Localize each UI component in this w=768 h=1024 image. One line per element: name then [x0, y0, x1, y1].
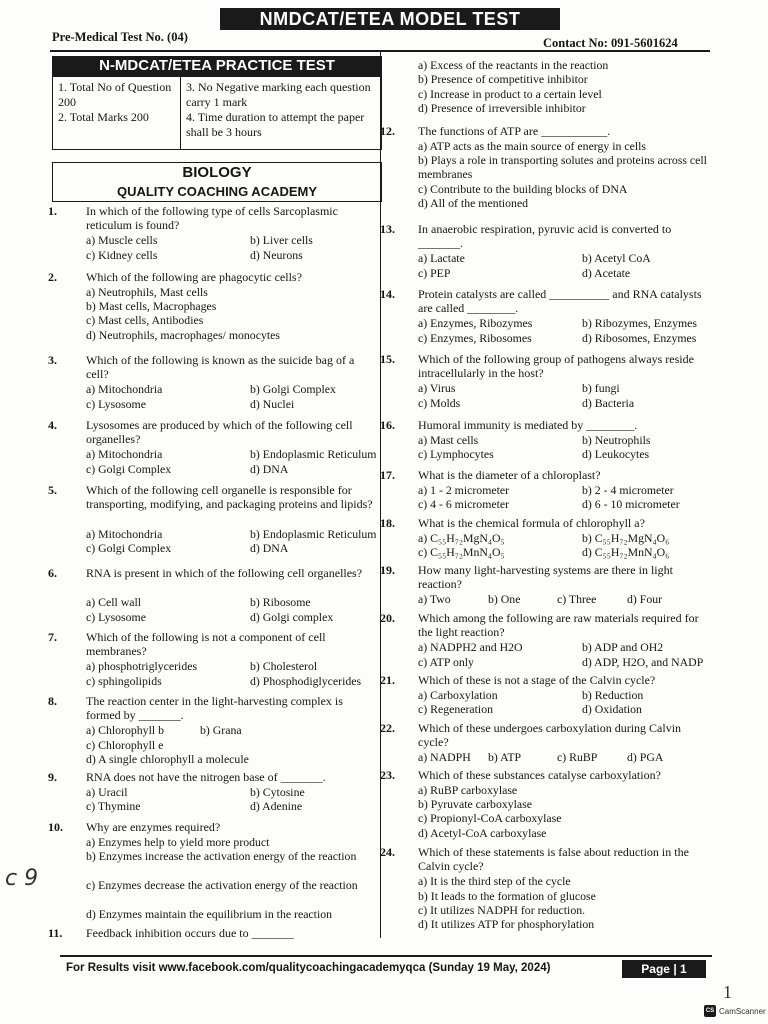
- question-number: 16.: [380, 418, 395, 432]
- question-number: 22.: [380, 721, 395, 735]
- option: d) PGA: [627, 750, 664, 765]
- question: [48, 483, 378, 512]
- question: [380, 611, 710, 640]
- question-text: Which among the following are raw materials required for the light reaction?: [418, 611, 699, 640]
- option: c) Regeneration: [418, 702, 494, 716]
- question-text: In anaerobic respiration, pyruvic acid is converted to _______.: [418, 222, 672, 251]
- question-text: What is the chemical formula of chlorophyll a?: [418, 516, 645, 530]
- question: [48, 694, 378, 723]
- question-number: 9.: [48, 770, 57, 784]
- option: a) Mitochondria: [86, 526, 163, 541]
- option: b) Cytosine: [250, 784, 305, 799]
- subject-box: [52, 162, 382, 202]
- option: c) Lysosome: [86, 609, 146, 624]
- option: b) One: [488, 592, 521, 607]
- question-text: Which of these substances catalyse carboxylation?: [418, 768, 661, 782]
- option: c) Lymphocytes: [418, 447, 494, 461]
- question: [48, 418, 378, 447]
- option: d) Neutrophils, macrophages/ monocytes: [86, 327, 280, 342]
- option: a) NADPH: [418, 750, 471, 765]
- option: d) 6 - 10 micrometer: [582, 497, 680, 511]
- info-item: 1. Total No of Question 200: [58, 80, 172, 109]
- option: b) Ribosome: [250, 595, 311, 610]
- option: d) Presence of irreversible inhibitor: [418, 101, 586, 116]
- question: [48, 630, 378, 659]
- question-text: Feedback inhibition occurs due to _______: [86, 926, 294, 940]
- question-text: In which of the following type of cells Sarcoplasmic reticulum is found?: [86, 204, 338, 233]
- question-number: 2.: [48, 270, 57, 284]
- option: b) C₅₅H₇₂MgN₄O₆: [582, 530, 670, 545]
- question-number: 15.: [380, 352, 395, 366]
- option: d) It utilizes ATP for phosphorylation: [418, 917, 595, 932]
- option: b) fungi: [582, 381, 620, 396]
- option: d) All of the mentioned: [418, 196, 529, 211]
- option: b) Pyruvate carboxylase: [418, 797, 532, 811]
- option: d) Leukocytes: [582, 447, 650, 461]
- option: a) Muscle cells: [86, 233, 158, 248]
- scanner-label: CamScanner: [719, 1006, 766, 1016]
- question-text: Which of the following are phagocytic cells?: [86, 270, 302, 284]
- question-text: The reaction center in the light-harvesting complex is formed by _______.: [86, 694, 343, 723]
- question-text: RNA is present in which of the following cell organelles?: [86, 566, 363, 580]
- question: [48, 926, 378, 940]
- option: c) ATP only: [418, 654, 474, 669]
- option: b) Cholesterol: [250, 659, 318, 674]
- option: c) Molds: [418, 395, 461, 410]
- question: [380, 468, 710, 482]
- question: [380, 721, 710, 750]
- question-text: How many light-harvesting systems are there in light reaction?: [418, 563, 673, 592]
- info-right: [181, 77, 381, 149]
- option: b) Golgi Complex: [250, 382, 336, 397]
- option: d) Oxidation: [582, 702, 642, 716]
- option: c) Three: [557, 592, 597, 607]
- option: b) Mast cells, Macrophages: [86, 299, 217, 313]
- option: a) Excess of the reactants in the reaction: [418, 58, 609, 72]
- question-number: 6.: [48, 566, 57, 580]
- option: a) Mitochondria: [86, 382, 163, 397]
- handwritten-note: c 9: [5, 866, 39, 891]
- option: c) PEP: [418, 265, 451, 280]
- option: a) Virus: [418, 381, 456, 396]
- option: c) Lysosome: [86, 396, 146, 411]
- question-number: 23.: [380, 768, 395, 782]
- question: [380, 418, 710, 432]
- option: c) Contribute to the building blocks of DNA: [418, 181, 628, 196]
- question: [48, 204, 378, 233]
- question: [380, 352, 710, 381]
- academy-name: QUALITY COACHING ACADEMY: [116, 184, 318, 199]
- option: b) Reduction: [582, 687, 644, 702]
- option: b) Endoplasmic Reticulum: [250, 526, 377, 541]
- option: d) DNA: [250, 461, 289, 476]
- practice-title: N-MDCAT/ETEA PRACTICE TEST: [52, 56, 382, 76]
- option: c) Increase in product to a certain level: [418, 86, 602, 101]
- footer-rule: [60, 955, 712, 957]
- question-text: Which of the following is known as the suicide bag of a cell?: [86, 353, 355, 382]
- option: a) Enzymes, Ribozymes: [418, 316, 533, 331]
- option: b) Endoplasmic Reticulum: [250, 447, 377, 462]
- question: [380, 673, 710, 687]
- option: a) C₅₅H₇₂MgN₄O₅: [418, 530, 505, 545]
- test-number: Pre-Medical Test No. (04): [52, 30, 188, 44]
- option: d) Neurons: [250, 247, 303, 262]
- question-number: 17.: [380, 468, 395, 482]
- option: c) Enzymes, Ribosomes: [418, 330, 532, 345]
- option: c) Thymine: [86, 799, 141, 813]
- option: d) Acetyl-CoA carboxylase: [418, 825, 547, 840]
- question: [48, 566, 378, 580]
- question-number: 8.: [48, 694, 57, 708]
- option: b) Liver cells: [250, 233, 313, 248]
- question-number: 18.: [380, 516, 395, 530]
- option: c) sphingolipids: [86, 673, 162, 688]
- question-text: Which of these is not a stage of the Calvin cycle?: [418, 673, 656, 687]
- question-number: 5.: [48, 483, 57, 497]
- option: b) Plays a role in transporting solutes and proteins across cell membranes: [418, 153, 707, 181]
- option: b) Neutrophils: [582, 432, 651, 447]
- question: [380, 845, 710, 874]
- option: a) 1 - 2 micrometer: [418, 482, 510, 497]
- option: a) ATP acts as the main source of energy in cells: [418, 138, 647, 153]
- question-number: 14.: [380, 287, 395, 301]
- option: c) Enzymes decrease the activation energy of the reaction: [86, 877, 358, 892]
- option: c) It utilizes NADPH for reduction.: [418, 903, 586, 917]
- question-text: Which of these statements is false about reduction in the Calvin cycle?: [418, 845, 689, 874]
- info-item: 3. No Negative marking each question carry 1 mark: [186, 80, 371, 109]
- scanner-watermark: [704, 1005, 766, 1017]
- option: a) Cell wall: [86, 595, 142, 610]
- question-number: 24.: [380, 845, 395, 859]
- question-text: The functions of ATP are ___________.: [418, 124, 611, 138]
- option: d) Golgi complex: [250, 609, 334, 624]
- question-text: Which of the following is not a component of cell membranes?: [86, 630, 326, 659]
- info-item: 2. Total Marks 200: [58, 110, 149, 124]
- option: b) Presence of competitive inhibitor: [418, 72, 588, 87]
- footer-text: For Results visit www.facebook.com/qualitycoachingacademyqca (Sunday 19 May, 2024): [66, 962, 551, 974]
- question-text: What is the diameter of a chloroplast?: [418, 468, 601, 482]
- subject-title: BIOLOGY: [182, 164, 252, 181]
- option: d) Nuclei: [250, 396, 295, 411]
- question-text: Lysosomes are produced by which of the following cell organelles?: [86, 418, 353, 447]
- question: [380, 124, 710, 138]
- question-number: 12.: [380, 124, 395, 138]
- camscanner-icon: CS: [704, 1005, 716, 1017]
- option: a) Neutrophils, Mast cells: [86, 284, 208, 299]
- option: c) Kidney cells: [86, 247, 158, 262]
- question: [48, 270, 378, 284]
- question-number: 13.: [380, 222, 395, 236]
- option: d) Adenine: [250, 799, 303, 813]
- option: b) ATP: [488, 750, 522, 765]
- option: d) Phosphodiglycerides: [250, 673, 362, 688]
- question: [380, 287, 710, 316]
- option: a) Uracil: [86, 784, 128, 799]
- option: c) Chlorophyll e: [86, 737, 164, 752]
- question: [380, 768, 710, 782]
- option: d) Ribosomes, Enzymes: [582, 330, 697, 345]
- contact-number: Contact No: 091-5601624: [543, 36, 678, 50]
- option: b) Enzymes increase the activation energy of the reaction: [86, 849, 357, 863]
- option: d) A single chlorophyll a molecule: [86, 752, 249, 766]
- info-item: 4. Time duration to attempt the paper shall be 3 hours: [186, 110, 365, 139]
- question-number: 10.: [48, 820, 63, 834]
- question-text: Which of these undergoes carboxylation during Calvin cycle?: [418, 721, 682, 750]
- option: b) Ribozymes, Enzymes: [582, 316, 697, 331]
- option: c) Propionyl-CoA carboxylase: [418, 811, 562, 826]
- option: a) phosphotriglycerides: [86, 659, 198, 674]
- option: c) Golgi Complex: [86, 541, 172, 556]
- option: c) 4 - 6 micrometer: [418, 497, 510, 511]
- option: b) Grana: [200, 723, 242, 738]
- question-number: 4.: [48, 418, 57, 432]
- option: a) It is the third step of the cycle: [418, 874, 571, 889]
- option: d) Enzymes maintain the equilibrium in the reaction: [86, 906, 333, 921]
- page-number: 1: [723, 982, 732, 1002]
- question-text: Protein catalysts are called __________ and RNA catalysts are called ________.: [418, 287, 702, 316]
- question-number: 20.: [380, 611, 395, 625]
- question-number: 3.: [48, 353, 57, 367]
- question-number: 7.: [48, 630, 57, 644]
- question: [48, 353, 378, 382]
- option: a) Mast cells: [418, 432, 479, 447]
- option: c) Mast cells, Antibodies: [86, 313, 204, 328]
- option: a) Chlorophyll b: [86, 723, 164, 738]
- option: d) Acetate: [582, 265, 631, 280]
- question-number: 11.: [48, 926, 63, 940]
- question: [380, 563, 710, 592]
- question-text: Why are enzymes required?: [86, 820, 221, 834]
- question: [48, 770, 378, 784]
- question-text: Which of the following group of pathogens always reside intracellularly in the host?: [418, 352, 694, 381]
- question-text: Which of the following cell organelle is responsible for transporting, modifying, and packaging proteins and lipids?: [86, 483, 373, 512]
- option: c) Golgi Complex: [86, 461, 172, 476]
- option: a) NADPH2 and H2O: [418, 640, 523, 655]
- option: b) Acetyl CoA: [582, 251, 651, 266]
- header-banner: NMDCAT/ETEA MODEL TEST: [220, 8, 560, 30]
- option: d) ADP, H2O, and NADP: [582, 654, 704, 669]
- question: [380, 516, 710, 530]
- question-number: 21.: [380, 673, 395, 687]
- option: a) Two: [418, 592, 451, 607]
- option: d) C₅₅H₇₂MnN₄O₆: [582, 545, 670, 559]
- option: a) Mitochondria: [86, 447, 163, 462]
- question-number: 1.: [48, 204, 57, 218]
- info-box: [52, 76, 382, 150]
- option: a) RuBP carboxylase: [418, 782, 518, 797]
- option: c) RuBP: [557, 750, 598, 765]
- info-left: [53, 77, 181, 149]
- option: b) ADP and OH2: [582, 640, 664, 655]
- option: a) Enzymes help to yield more product: [86, 834, 270, 849]
- question: [48, 820, 378, 834]
- option: a) Carboxylation: [418, 687, 498, 702]
- option: d) DNA: [250, 541, 289, 556]
- option: d) Four: [627, 592, 663, 607]
- option: b) 2 - 4 micrometer: [582, 482, 674, 497]
- option: d) Bacteria: [582, 395, 635, 410]
- option: a) Lactate: [418, 251, 465, 266]
- option: c) C₅₅H₇₂MnN₄O₅: [418, 545, 505, 559]
- question-number: 19.: [380, 563, 395, 577]
- page-label: Page | 1: [622, 960, 706, 978]
- option: b) It leads to the formation of glucose: [418, 888, 596, 903]
- question-text: Humoral immunity is mediated by ________.: [418, 418, 638, 432]
- question: [380, 222, 710, 251]
- question-text: RNA does not have the nitrogen base of _______.: [86, 770, 326, 784]
